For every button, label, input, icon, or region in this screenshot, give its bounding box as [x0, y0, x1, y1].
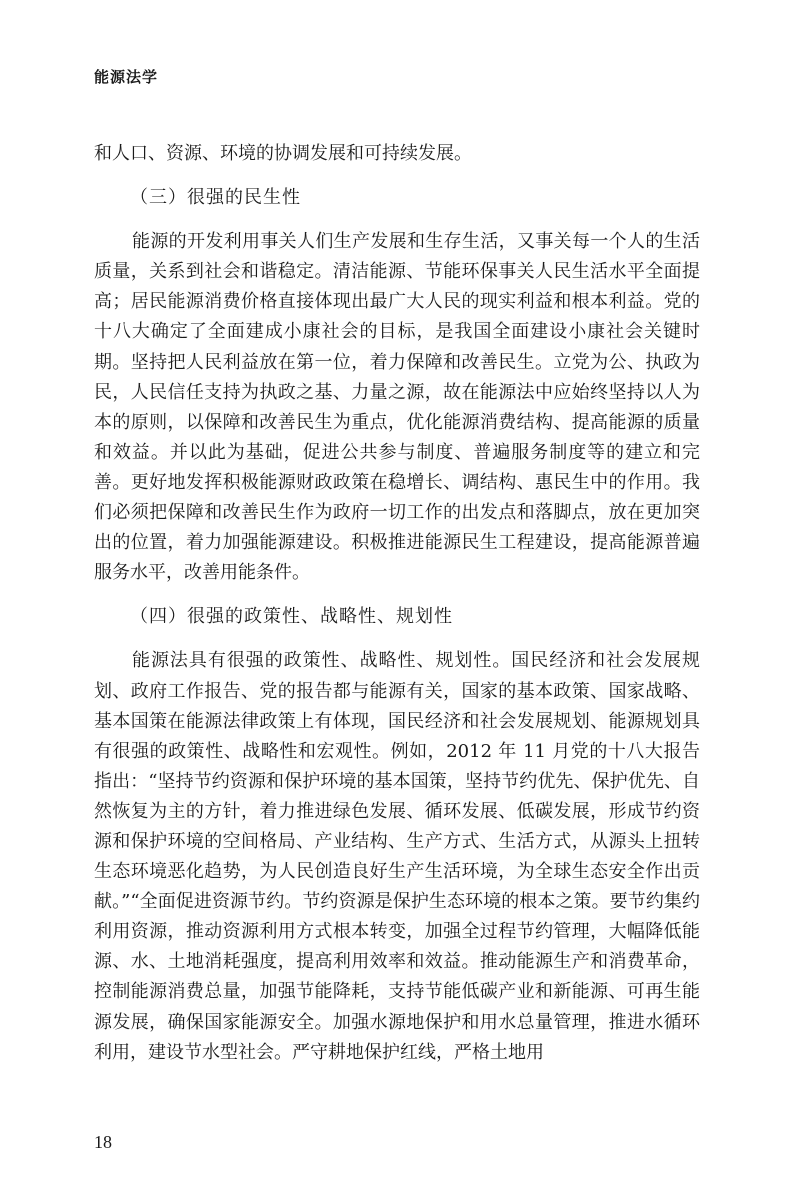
paragraph-livelihood: 能源的开发利用事关人们生产发展和生存生活，又事关每一个人的生活质量，关系到社会和谐稳定。清洁能源、节能环保事关人民生活水平全面提高；居民能源消费价格直接体现出最广大人民的现实利益和根本利益。党的十八大确定了全面建成小康社会的目标，是我国全面建设小康社会关键时期。坚持把人民利益放在第一位，着力保障和改善民生。立党为公、执政为民，人民信任支持为执政之基、力量之源，故在能源法中应始终坚持以人为本的原则，以保障和改善民生为重点，优化能源消费结构、提高能源的质量和效益。并以此为基础，促进公共参与制度、普遍服务制度等的建立和完善。更好地发挥积极能源财政政策在稳增长、调结构、惠民生中的作用。我们必须把保障和改善民生作为政府一切工作的出发点和落脚点，放在更加突出的位置，着力加强能源建设。积极推进能源民生工程建设，提高能源普遍服务水平，改善用能条件。	[94, 231, 700, 584]
section-heading-3: （三）很强的民生性	[130, 187, 301, 209]
spacer	[94, 588, 700, 602]
page-body	[94, 139, 700, 1068]
paragraph-continuation: 和人口、资源、环境的协调发展和可持续发展。	[94, 143, 472, 164]
spacer	[94, 632, 700, 646]
page-number: 18	[94, 1132, 112, 1152]
spacer	[94, 169, 700, 183]
running-header: 能源法学	[94, 68, 159, 86]
paragraph-policy: 能源法具有很强的政策性、战略性、规划性。国民经济和社会发展规划、政府工作报告、党的报告都与能源有关，国家的基本政策、国家战略、基本国策在能源法律政策上有体现，国民经济和社会发展规划、能源规划具有很强的政策性、战略性和宏观性。例如，2012 年 11 月党的十八大报告指出：“坚持节约资源和保护环境的基本国策，坚持节约优先、保护优先、自然恢复为主的方针，着力推进绿色发展、循环发展、低碳发展，形成节约资源和保护环境的空间格局、产业结构、生产方式、生活方式，从源头上扭转生态环境恶化趋势，为人民创造良好生产生活环境，为全球生态安全作出贡献。”“全面促进资源节约。节约资源是保护生态环境的根本之策。要节约集约利用资源，推动资源利用方式根本转变，加强全过程节约管理，大幅降低能源、水、土地消耗强度，提高利用效率和效益。推动能源生产和消费革命，控制能源消费总量，加强节能降耗，支持节能低碳产业和新能源、可再生能源发展，确保国家能源安全。加强水源地保护和用水总量管理，推进水循环利用，建设节水型社会。严守耕地保护红线，严格土地用	[94, 650, 700, 1063]
section-heading-4: （四）很强的政策性、战略性、规划性	[130, 606, 453, 628]
spacer	[94, 213, 700, 227]
